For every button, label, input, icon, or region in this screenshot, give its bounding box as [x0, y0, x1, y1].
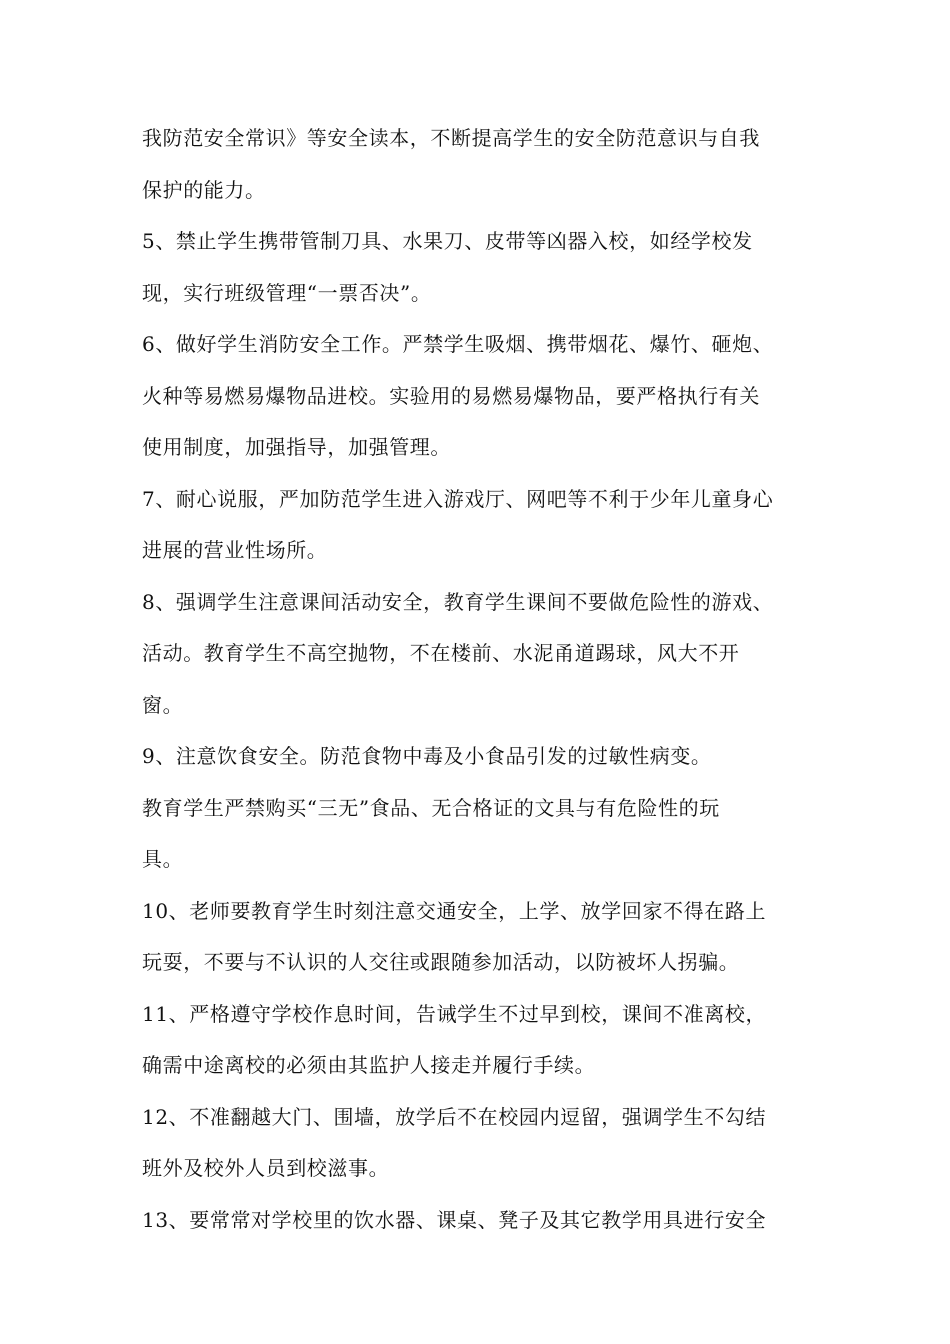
- text-line: 使用制度，加强指导，加强管理。: [142, 435, 451, 459]
- body-text: [142, 113, 832, 1246]
- text-line: 进展的营业性场所。: [142, 538, 328, 562]
- text-line: 6、做好学生消防安全工作。严禁学生吸烟、携带烟花、爆竹、砸炮、: [142, 332, 774, 356]
- text-line: 玩耍，不要与不认识的人交往或跟随参加活动，以防被坏人拐骗。: [142, 950, 740, 974]
- text-line: 9、注意饮食安全。防范食物中毒及小食品引发的过敏性病变。: [142, 744, 712, 768]
- text-line: 11、严格遵守学校作息时间，告诫学生不过早到校，课间不准离校，: [142, 1001, 767, 1026]
- text-line: 保护的能力。: [142, 177, 266, 202]
- text-line: 12、不准翻越大门、围墙，放学后不在校园内逗留，强调学生不勾结: [142, 1104, 767, 1129]
- text-line: 8、强调学生注意课间活动安全，教育学生课间不要做危险性的游戏、: [142, 589, 774, 614]
- text-line: 窗。: [142, 692, 184, 717]
- text-line: 7、耐心说服，严加防范学生进入游戏厅、网吧等不利于少年儿童身心: [142, 486, 774, 511]
- text-line: 5、禁止学生携带管制刀具、水果刀、皮带等凶器入校，如经学校发: [142, 229, 753, 253]
- text-line: 我防范安全常识》等安全读本，不断提高学生的安全防范意识与自我: [142, 126, 760, 150]
- text-line: 班外及校外人员到校滋事。: [142, 1156, 390, 1180]
- text-line: 确需中途离校的必须由其监护人接走并履行手续。: [142, 1053, 596, 1077]
- text-line: 现，实行班级管理“一票否决”。: [142, 280, 432, 305]
- text-line: 10、老师要教育学生时刻注意交通安全，上学、放学回家不得在路上: [142, 898, 767, 923]
- text-line: 教育学生严禁购买“三无”食品、无合格证的文具与有危险性的玩: [142, 795, 720, 820]
- text-line: 活动。教育学生不高空抛物，不在楼前、水泥甬道踢球，风大不开: [142, 641, 740, 665]
- text-line: 13、要常常对学校里的饮水器、课桌、凳子及其它教学用具进行安全: [142, 1207, 767, 1232]
- text-line: 火种等易燃易爆物品进校。实验用的易燃易爆物品，要严格执行有关: [142, 383, 760, 408]
- text-line: 具。: [142, 847, 184, 871]
